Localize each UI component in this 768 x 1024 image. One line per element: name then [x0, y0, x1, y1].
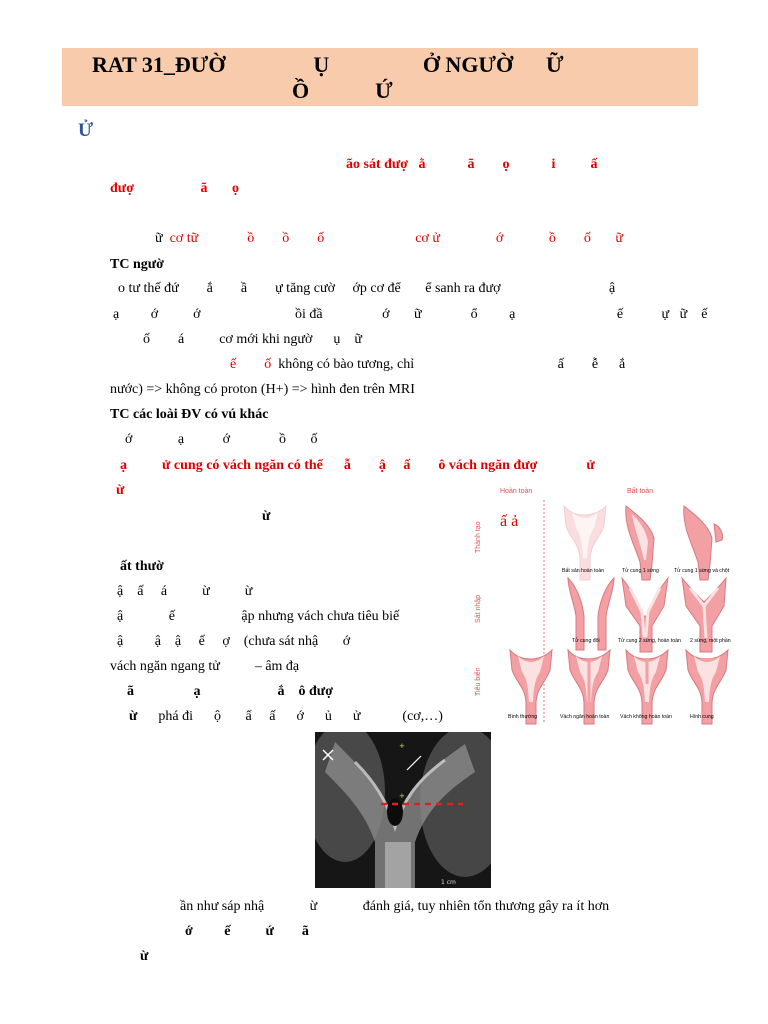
text-line-18	[117, 633, 350, 651]
text-line-1	[346, 156, 597, 174]
text-segment: ất thườ	[120, 559, 164, 574]
text-line-17	[117, 608, 399, 626]
heading-tc-human	[110, 256, 164, 274]
page-title-line-2: Ồ Ứ	[292, 78, 393, 103]
text-line-7	[143, 331, 362, 349]
caption-r1c3: Tử cung 1 sừng và chột	[674, 568, 730, 574]
text-line-6	[113, 306, 707, 324]
caption-r3c3: Vách không hoàn toàn	[620, 714, 672, 720]
text-segment: vách ngăn ngang tử – âm đạ	[110, 659, 300, 674]
svg-text:+: +	[399, 742, 405, 750]
caption-r2c2: Tử cung 2 sừng, hoàn toàn	[618, 638, 681, 644]
text-segment: ớ ồ ố ữ	[439, 231, 623, 246]
text-segment: ồ ồ ố	[198, 231, 416, 246]
text-segment: ần như sáp nhậ ừ đánh giá, tuy nhiên tổn thương gây ra ít hơn	[180, 899, 610, 914]
text-segment: ạ ử cung có vách ngăn có thể ẫ ậ ấ ô vách ngăn đượ ử	[120, 458, 595, 473]
uterus-arcuate	[686, 650, 728, 724]
row-label-formation: Thành tạo	[475, 521, 482, 553]
text-line-21	[129, 708, 443, 726]
text-line-14	[262, 508, 270, 526]
inline-red-text: ấ ả	[500, 513, 519, 530]
text-segment: ừ	[116, 483, 125, 498]
text-segment: cơ tữ	[169, 231, 199, 246]
ultrasound-image	[315, 732, 491, 888]
uterus-normal	[510, 650, 552, 724]
text-segment: ạ ớ ớ ồi đầ ớ ữ ổ ạ ế ự ữ ế	[113, 307, 708, 322]
text-segment: ừ	[262, 509, 271, 524]
ultrasound-scale: 1 cm	[441, 879, 456, 886]
text-segment: ừ	[129, 709, 138, 724]
page-title-line-1: RAT 31_ĐƯỜ Ụ Ở NGƯỜ Ữ	[92, 52, 564, 77]
text-line-12	[120, 457, 595, 475]
text-line-2	[110, 180, 239, 198]
ultrasound-graphic	[315, 732, 491, 888]
text-segment: o tư thế đứ ắ ầ ự tăng cườ ớp cơ để ể sanh ra đượ ậ	[118, 281, 616, 296]
text-line-9	[110, 381, 415, 399]
text-segment: ậ ế ập nhưng vách chưa tiêu biế	[117, 609, 400, 624]
caption-r3c4: Hình cung	[690, 714, 714, 720]
text-line-22	[180, 898, 609, 916]
caption-r3c1: Bình thường	[508, 714, 538, 720]
text-line-23	[185, 923, 309, 941]
heading-abnormal	[120, 558, 164, 576]
text-line-3	[155, 230, 623, 248]
row-label-fusion: Sát nhập	[475, 594, 482, 623]
text-segment: ã ạ ắ ô đượ	[127, 684, 333, 699]
caption-r2c1: Tử cung đôi	[572, 638, 600, 644]
uterus-complete-septate	[568, 650, 610, 724]
text-line-13	[116, 482, 124, 500]
text-line-24	[140, 948, 148, 966]
text-segment: ậ ậ ậ ế ợ (chưa sát nhậ ớ	[117, 634, 351, 649]
text-segment: ớ ạ ớ ồ ố	[125, 432, 318, 447]
text-segment: không có bào tương, chỉ ấ ễ ắ	[278, 357, 626, 372]
text-line-20	[127, 683, 333, 701]
text-line-16	[117, 583, 252, 601]
text-segment: ậ ấ á ừ ừ	[117, 584, 253, 599]
uterine-anomaly-diagram	[462, 478, 762, 728]
section-marker: Ử	[78, 120, 94, 141]
text-segment: ố á cơ mới khi ngườ ụ ữ	[143, 332, 362, 347]
text-line-5	[118, 280, 615, 298]
text-segment: ữ	[155, 231, 170, 246]
text-segment: cơ ử	[415, 231, 440, 246]
col-label-incomplete: Bất toàn	[627, 488, 654, 495]
text-line-8	[230, 356, 625, 374]
text-segment: ế ố	[230, 357, 279, 372]
col-label-complete: Hoàn toàn	[500, 488, 533, 495]
caption-r2c3: 2 sừng, một phần	[690, 638, 731, 644]
uterus-partial-septate	[626, 650, 668, 724]
text-segment: TC các loài ĐV có vú khác	[110, 407, 269, 422]
caption-r1c2: Tử cung 1 sừng	[622, 568, 659, 574]
text-segment: phá đi ộ ẩ ấ ớ ủ ử (cơ,…)	[137, 709, 443, 724]
text-segment: TC ngườ	[110, 257, 164, 272]
text-segment: ừ	[140, 949, 149, 964]
text-line-11	[125, 431, 318, 449]
text-segment: ão sát đượ ằ ã ọ i ấ	[346, 157, 598, 172]
heading-tc-other	[110, 406, 268, 424]
caption-r1c1: Bất sản hoàn toàn	[562, 568, 605, 574]
text-segment: đượ ã ọ	[110, 181, 239, 196]
svg-text:+: +	[399, 792, 405, 800]
text-segment: nước) => không có proton (H+) => hình đen trên MRI	[110, 382, 415, 397]
uterine-anomaly-figure	[462, 478, 762, 728]
caption-r3c2: Vách ngăn hoàn toàn	[560, 714, 610, 720]
text-line-19	[110, 658, 299, 676]
row-label-resorption: Tiêu biến	[475, 667, 482, 696]
text-segment: ớ ế ứ ã	[185, 924, 309, 939]
